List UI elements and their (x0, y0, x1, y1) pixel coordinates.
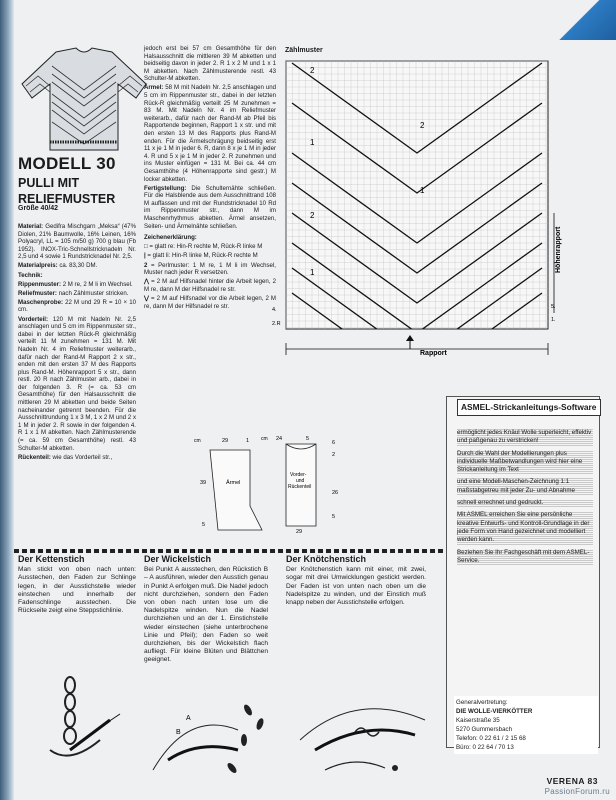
page-spine (0, 0, 14, 800)
para: Fertigstellung: Die Schulternähte schließen. Für die Halsblende aus dem Ausschnittrand 108 M auffassen und mit der Rundstricknadel 10 Rd im Rippenmuster str., dann M im Maschenrhythmus abketten. Ärmel ansetzen, Seiten- und Ärmelnähte schließen. (144, 184, 276, 230)
ad-paragraph: und eine Modell-Maschen-Zeichnung 1:1 maßstabgetreu mit jeder Zu- und Abnahme (457, 478, 593, 495)
section-title: Der Kettenstich (18, 554, 85, 564)
para: Maschenprobe: 22 M und 29 R = 10 × 10 cm. (18, 298, 136, 314)
section-text: Man stickt von oben nach unten: Ausstechen, den Faden zur Schlinge legen, in der Ausstichstelle wieder einstechen und innerhalb der Fadenschlinge ausstechen. Die Rückseite zeigt eine Steppstichlinie. (18, 566, 136, 615)
section-title: Der Knötchenstich (286, 554, 367, 564)
model-title: MODELL 30 (18, 154, 116, 173)
para: Ärmel: 58 M mit Nadeln Nr. 2,5 anschlagen und 5 cm im Rippenmuster str., dabei in der letzten Rück-R gleichmäßig verteilt 25 M zunehmen = 83 M. Mit Nadeln Nr. 4 im Reliefmuster weiterarb., dafür nach der Rand-M ab Pfeil bis Rapportende beginnen, Rapport 1 x str. und mit den ersten 13 M des Rapports plus Rand-M enden. Für die Ärmelschrägung beidseitig erst 11 x je 1 M in jeder 6. R, dann 8 x je 1 M in jeder 4. R und 5 x je 1 M in jeder 2. R zunehmen und ins Muster einfügen = 131 M. Bei ca. 44 cm Gesamthöhe (4 Höhenrapporte sind gestr.) M locker abketten. (144, 84, 276, 183)
chart-mark-1b: 1 (420, 186, 425, 195)
row-mark-2r: 2.R (272, 321, 281, 327)
ad-body (457, 429, 593, 569)
svg-text:5: 5 (306, 436, 310, 442)
pattern-schematic (166, 434, 346, 534)
legend-item: ⋁ = 2 M auf Hilfsnadel vor die Arbeit legen, 2 M re, dann M der Hilfsnadel re str. (144, 294, 276, 310)
chart-mark-1a: 1 (310, 138, 315, 147)
svg-text:39: 39 (200, 480, 207, 486)
svg-text:Vorder-: Vorder- (290, 472, 307, 478)
svg-text:29: 29 (222, 438, 229, 444)
chart-mark-1c: 1 (310, 268, 315, 277)
svg-text:5: 5 (332, 514, 336, 520)
section-text: Bei Punkt A ausstechen, den Rückstich B – A ausführen, wieder den Ausstich genau in Punkt A erfolgen muß. Die Nadel jedoch nicht durchziehen, sondern den Faden von oben nach unten lose um die Nadelspitze winden. Nun die Nadel durchziehen und an der 1. Einstichstelle wieder einstechen (siehe unterbrochene Linie und Pfeil); den Faden so weit durchziehen, bis der Wickelstich flach aufliegt. Für kleine Blüten und Blättchen geeignet. (144, 566, 268, 664)
ad-paragraph: Durch die Wahl der Modellierungen plus individuelle Maßbetwandlungen wird hier eine Strickanleitung im Text (457, 450, 593, 475)
para: Rippenmuster: 2 M re, 2 M li im Wechsel. (18, 280, 133, 288)
model-subtitle-2: RELIEFMUSTER (18, 192, 116, 206)
svg-text:26: 26 (332, 490, 339, 496)
chart-mark-2c: 2 (310, 211, 315, 220)
svg-text:2: 2 (332, 452, 336, 458)
svg-text:Rückenteil: Rückenteil (288, 484, 312, 490)
row-mark-1: 1. (551, 317, 556, 323)
needle-icon (168, 747, 238, 760)
corner-tab (546, 0, 616, 40)
instructions-column-2 (144, 45, 276, 312)
para: Rückenteil: wie das Vorderteil str., (18, 453, 113, 461)
section-title: Der Wickelstich (144, 554, 211, 564)
svg-text:Ärmel: Ärmel (226, 480, 241, 486)
legend-title: Zeichenerklärung: (144, 234, 197, 242)
ad-address: Generalvertretung: DIE WOLLE-VIERKÖTTER Kaiserstraße 35 5270 Gummersbach Telefon: 0 22 61 / 2 15 68 Büro: 0 22 64 / 70 13 (454, 696, 598, 754)
chart-rapport-label: Rapport (420, 350, 447, 357)
watermark: PassionForum.ru (544, 787, 610, 796)
ad-paragraph: ermöglicht jedes Knäul Wolle superleicht, effektiv und paßgenau zu verstricken! (457, 429, 592, 445)
svg-text:cm: cm (261, 436, 268, 442)
ad-title: ASMEL-Strickanleitungs-Software (457, 399, 601, 416)
chart-mark-2a: 2 (310, 66, 315, 75)
ad-paragraph: schnell errechnet und gedruckt. (457, 499, 593, 507)
chain-stitch-illustration (40, 670, 130, 780)
dashed-divider (14, 549, 444, 553)
chart-title: Zählmuster (285, 47, 323, 54)
para: Technik: (18, 271, 43, 279)
legend-item: □ = glatt re: Hin-R rechte M, Rück-R linke M (144, 243, 263, 251)
knitting-chart (270, 53, 580, 373)
sweater-illustration (18, 46, 150, 154)
chart-hoehenrapport-label: Höhenrapport (555, 226, 562, 273)
svg-text:29: 29 (296, 529, 303, 534)
needle-icon (315, 730, 415, 750)
legend-item: 2 = Perlmuster: 1 M re, 1 M li im Wechsel, Muster nach jeder R versetzen. (144, 261, 276, 277)
svg-text:1: 1 (246, 438, 250, 444)
svg-text:cm: cm (194, 438, 201, 444)
arrow-icon (406, 335, 414, 341)
chart-mark-2b: 2 (420, 121, 425, 130)
french-knot-illustration (295, 680, 435, 780)
svg-text:A: A (186, 715, 191, 722)
bullion-stitch-illustration (148, 690, 278, 790)
row-mark-5: 5. (551, 304, 556, 310)
legend-item: ⋀ = 2 M auf Hilfsnadel hinter die Arbeit legen, 2 M re, dann M der Hilfsnadel re str. (144, 278, 276, 293)
para: Materialpreis: ca. 83,30 DM. (18, 262, 98, 270)
svg-text:5: 5 (202, 522, 206, 528)
instructions-column-1 (18, 223, 136, 463)
section-knoetchenstich (286, 555, 426, 607)
svg-text:24: 24 (276, 436, 283, 442)
model-subtitle-1: PULLI MIT (18, 176, 80, 190)
section-text: Der Knötchenstich kann mit einer, mit zwei, sogar mit drei Umwicklungen gestickt werden. Der Faden ist von unten nach oben um die Nadelspitze zu winden, und der Einstich muß knapp neben der Ausstichstelle erfolgen. (286, 566, 426, 607)
para: Material: Gedifra Mischgarn „Meksa“ (47% Diolen, 21% Baumwolle, 16% Leinen, 16% Polyacryl, LL = 105 m/50 g) 700 g blau (Fb 1952). INOX-Tric-Schnellstricknadeln Nr. 2,5 und 4 sowie 1 Rundstricknadel Nr. 2,5. (18, 223, 136, 261)
para: Reliefmuster: nach Zählmuster stricken. (18, 289, 129, 297)
svg-text:und: und (296, 478, 305, 484)
svg-text:6: 6 (332, 440, 336, 446)
ad-paragraph: Beziehen Sie Ihr Fachgeschäft mit dem ASMEL-Service. (457, 549, 593, 566)
model-heading (18, 154, 140, 206)
svg-text:B: B (176, 729, 181, 736)
section-wickelstich (144, 555, 268, 665)
size-label: Größe 40/42 (18, 205, 59, 212)
section-kettenstich (18, 555, 136, 615)
row-mark-4: 4. (272, 307, 277, 313)
magazine-footer: VERENA 83 (546, 776, 598, 786)
para: Vorderteil: 120 M mit Nadeln Nr. 2,5 anschlagen und 5 cm im Rippenmuster str., dabei in der letzten Rück-R gleichmäßig verteilt 11 M zunehmen = 131 M. Mit Nadeln Nr. 4 im Reliefmuster weiterarb., dafür nach der Rand-M Rapport 2 x str., enden mit den ersten 37 M des Rapports plus Rand-M. Höhenrapport 5 x str., dann restl. 20 R nach Zählmuster arb., dabei in der folgenden 3. R (= ca. 53 cm Gesamthöhe) für den Halsausschnitt die mittleren 29 M abketten und beide Seiten nacheinander getrennt beenden. Für die Ausschnittrundung 1 x 3 M, 1 x 2 M und 2 x 1 M in jeder 2. R sowie in der folgenden 4. R 1 x 1 M abketten. Nach Zählmusterende (= ca. 59 cm Gesamthöhe) restl. 43 Schulter-M abketten. (18, 315, 136, 452)
para: jedoch erst bei 57 cm Gesamthöhe für den Halsausschnitt die mittleren 39 M abketten und beidseitig davon in jeder 2. R 1 x 2 M und 1 x 1 M abketten. Nach Zählmusterende restl. 43 Schulter-M abketten. (144, 45, 276, 83)
legend-item: | = glatt li: Hin-R linke M, Rück-R rechte M (144, 252, 258, 260)
ad-paragraph: Mit ASMEL erreichen Sie eine persönliche kreative Entwurfs- und Kontroll-Grundlage in der jede Form von Hand gezeichnet und modelliert werden kann. (457, 511, 593, 544)
